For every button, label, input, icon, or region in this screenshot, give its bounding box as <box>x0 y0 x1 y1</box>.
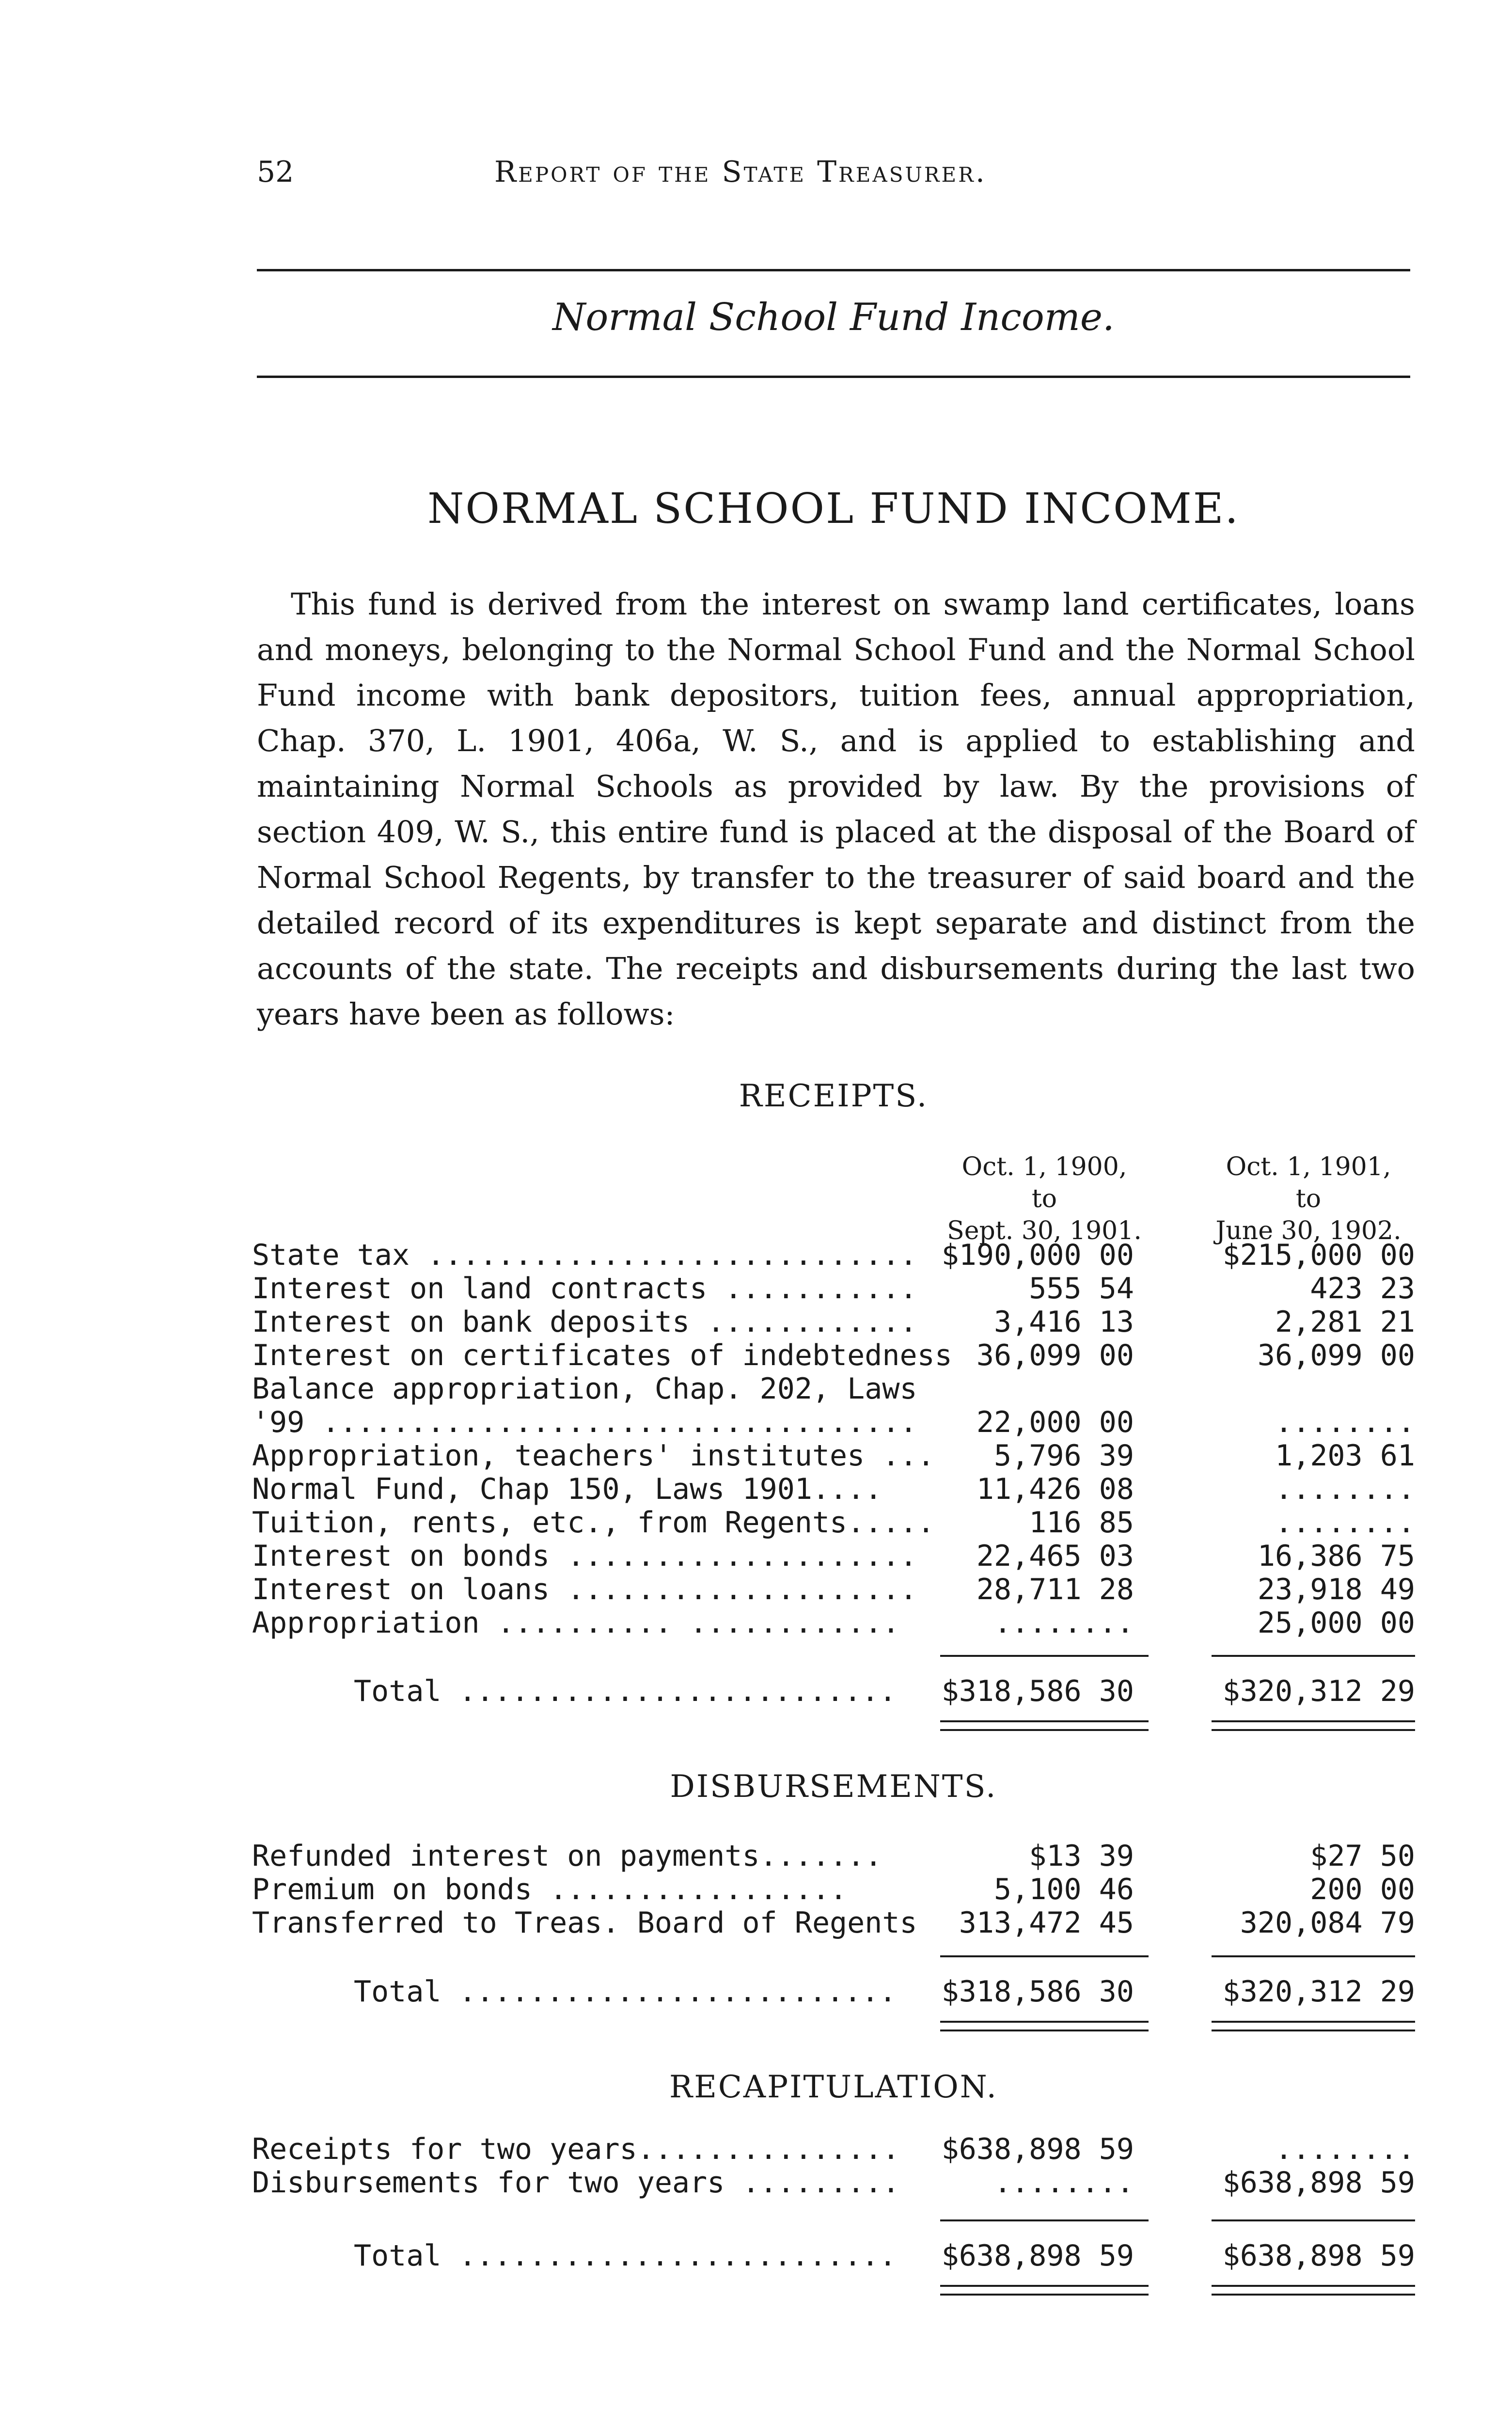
col1-header-line: Oct. 1, 1900, <box>961 1152 1127 1181</box>
disb-total-double-c1b <box>940 2030 1149 2031</box>
running-title: Report of the State Treasurer. <box>494 155 987 189</box>
col2-header-line: Oct. 1, 1901, <box>1226 1152 1391 1181</box>
col2-header <box>1192 1151 1425 1247</box>
receipts-total-double-c2b <box>1212 1729 1415 1731</box>
row-label: Disbursements for two years ......... <box>252 2166 900 2200</box>
table-row <box>252 1238 1415 1272</box>
row-value-col1: ........ <box>994 1606 1134 1640</box>
col2-header-line: to <box>1295 1184 1322 1213</box>
section-subtitle: Normal School Fund Income. <box>552 296 1115 339</box>
table-row <box>252 1872 1415 1906</box>
row-value-col2: ........ <box>1275 1472 1415 1506</box>
row-value-col1: 28,711 28 <box>976 1573 1134 1606</box>
row-value-col2: 423 23 <box>1310 1272 1415 1306</box>
row-value-col1: $190,000 00 <box>941 1238 1134 1272</box>
row-value-col2: 1,203 61 <box>1275 1439 1415 1473</box>
row-label: Appropriation .......... ............ <box>252 1606 900 1640</box>
row-label: Refunded interest on payments....... <box>252 1839 882 1873</box>
row-label: '99 .................................. <box>252 1405 917 1439</box>
row-value-col2: 320,084 79 <box>1240 1906 1415 1940</box>
disb-total-rule-c1 <box>940 1955 1149 1957</box>
row-label: Interest on land contracts ........... <box>252 1272 917 1306</box>
receipts-heading: RECEIPTS. <box>739 1078 929 1114</box>
disbursements-heading: DISBURSEMENTS. <box>670 1769 997 1805</box>
page-header <box>257 155 1410 208</box>
row-value-col1: 5,796 39 <box>994 1439 1134 1473</box>
disb-total-rule-c2 <box>1212 1955 1415 1957</box>
recap-total-double-c2b <box>1212 2294 1415 2296</box>
table-row <box>252 1439 1415 1473</box>
row-label: Total ......................... <box>354 1975 897 2009</box>
table-row <box>252 1573 1415 1606</box>
table-row <box>252 1606 1415 1640</box>
disb-total-double-c1a <box>940 2021 1149 2023</box>
table-row <box>252 1338 1415 1372</box>
receipts-total-rule-c1 <box>940 1655 1149 1657</box>
recap-total-double-c1b <box>940 2294 1149 2296</box>
total-row <box>252 1674 1415 1708</box>
row-label: Interest on bonds .................... <box>252 1539 917 1573</box>
receipts-total-rule-c2 <box>1212 1655 1415 1657</box>
recap-total-rule-c1 <box>940 2219 1149 2221</box>
table-row <box>252 2132 1415 2166</box>
recapitulation-heading: RECAPITULATION. <box>669 2069 998 2105</box>
row-value-col1: $638,898 59 <box>941 2239 1134 2273</box>
row-value-col2: 200 00 <box>1310 1872 1415 1906</box>
intro-paragraph <box>257 582 1415 1037</box>
page-number: 52 <box>257 155 294 189</box>
row-value-col1: 3,416 13 <box>994 1305 1134 1339</box>
row-value-col2: 23,918 49 <box>1257 1573 1415 1606</box>
table-row <box>252 1839 1415 1873</box>
disb-total-double-c2a <box>1212 2021 1415 2023</box>
table-row <box>252 1906 1415 1940</box>
row-value-col1: $13 39 <box>1029 1839 1134 1873</box>
row-label: Interest on bank deposits ............ <box>252 1305 917 1339</box>
row-label: Total ......................... <box>354 1674 897 1708</box>
row-value-col2: $320,312 29 <box>1222 1674 1415 1708</box>
row-label: Appropriation, teachers' institutes ... <box>252 1439 935 1473</box>
row-value-col2: $638,898 59 <box>1222 2166 1415 2200</box>
row-value-col2: $27 50 <box>1310 1839 1415 1873</box>
col1-header <box>928 1151 1161 1247</box>
row-value-col2: $320,312 29 <box>1222 1975 1415 2009</box>
row-value-col1: 22,465 03 <box>976 1539 1134 1573</box>
row-label: Transferred to Treas. Board of Regents <box>252 1906 917 1940</box>
row-value-col1: 5,100 46 <box>994 1872 1134 1906</box>
row-value-col2: 25,000 00 <box>1257 1606 1415 1640</box>
row-value-col1: 36,099 00 <box>976 1338 1134 1372</box>
row-label: Interest on loans .................... <box>252 1573 917 1606</box>
row-value-col1: $318,586 30 <box>941 1674 1134 1708</box>
row-value-col2: 2,281 21 <box>1275 1305 1415 1339</box>
row-value-col1: 313,472 45 <box>959 1906 1134 1940</box>
disb-total-double-c2b <box>1212 2030 1415 2031</box>
page-title: NORMAL SCHOOL FUND INCOME. <box>427 485 1240 533</box>
row-value-col2: 16,386 75 <box>1257 1539 1415 1573</box>
col1-header-line: Sept. 30, 1901. <box>947 1216 1142 1245</box>
receipts-total-double-c1a <box>940 1720 1149 1722</box>
row-value-col2: $638,898 59 <box>1222 2239 1415 2273</box>
total-row <box>252 1975 1415 2009</box>
row-label: State tax ............................ <box>252 1238 917 1272</box>
col2-header-line: June 30, 1902. <box>1215 1216 1402 1245</box>
receipts-total-double-c2a <box>1212 1720 1415 1722</box>
col1-header-line: to <box>1031 1184 1057 1213</box>
table-row <box>252 1472 1415 1506</box>
row-value-col2: $215,000 00 <box>1222 1238 1415 1272</box>
row-value-col1: ........ <box>994 2166 1134 2200</box>
row-value-col2: ........ <box>1275 1506 1415 1540</box>
recap-total-rule-c2 <box>1212 2219 1415 2221</box>
row-label: Tuition, rents, etc., from Regents..... <box>252 1506 935 1540</box>
row-value-col1: $318,586 30 <box>941 1975 1134 2009</box>
row-label: Total ......................... <box>354 2239 897 2273</box>
row-label: Interest on certificates of indebtedness <box>252 1338 952 1372</box>
table-row <box>252 1405 1415 1439</box>
table-row <box>252 1506 1415 1540</box>
row-value-col1: $638,898 59 <box>941 2132 1134 2166</box>
row-label: Normal Fund, Chap 150, Laws 1901.... <box>252 1472 882 1506</box>
row-label: Balance appropriation, Chap. 202, Laws <box>252 1372 917 1406</box>
table-row <box>252 2166 1415 2200</box>
recap-total-double-c1a <box>940 2285 1149 2287</box>
row-value-col2: 36,099 00 <box>1257 1338 1415 1372</box>
row-value-col2: ........ <box>1275 1405 1415 1439</box>
table-row <box>252 1539 1415 1573</box>
receipts-total-double-c1b <box>940 1729 1149 1731</box>
row-value-col1: 116 85 <box>1029 1506 1134 1540</box>
intro-text: This fund is derived from the interest on swamp land certificates, loans and moneys, belonging to the Normal School Fund and the Normal School Fund income with bank depositors, tuition fees, annual appropriation, Chap. 370, L. 1901, 406a, W. S., and is applied to establishing and maintaining Normal Schools as provided by law. By the provisions of section 409, W. S., this entire fund is placed at the disposal of the Board of Normal School Regents, by transfer to the treasurer of said board and the detailed record of its expenditures is kept separate and distinct from the accounts of the state. The receipts and disbursements during the last two years have been as follows: <box>257 586 1415 1032</box>
row-value-col1: 11,426 08 <box>976 1472 1134 1506</box>
row-label: Premium on bonds ................. <box>252 1872 848 1906</box>
header-rule-top <box>257 269 1410 271</box>
row-value-col1: 555 54 <box>1029 1272 1134 1306</box>
table-row <box>252 1372 1415 1406</box>
row-value-col1: 22,000 00 <box>976 1405 1134 1439</box>
row-value-col2: ........ <box>1275 2132 1415 2166</box>
recap-total-double-c2a <box>1212 2285 1415 2287</box>
header-rule-bottom <box>257 376 1410 378</box>
row-label: Receipts for two years............... <box>252 2132 900 2166</box>
table-row <box>252 1272 1415 1306</box>
table-row <box>252 1305 1415 1339</box>
total-row <box>252 2239 1415 2273</box>
